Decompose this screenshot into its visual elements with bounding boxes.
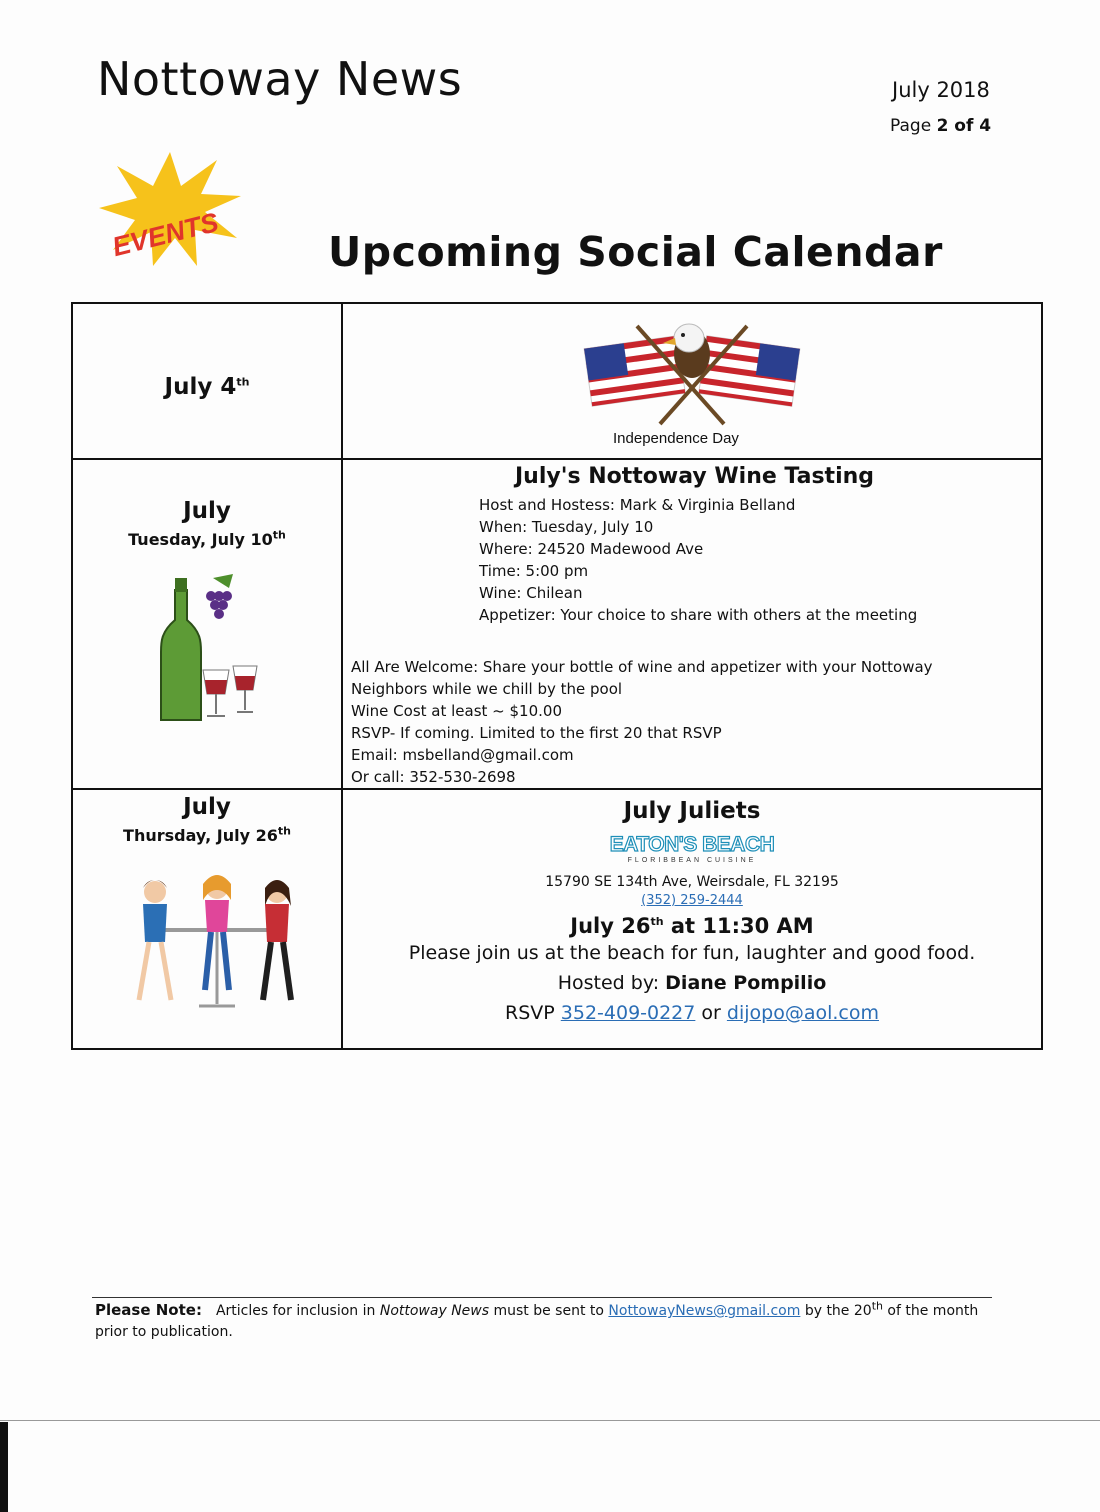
note-line: Or call: 352-530-2698: [351, 768, 516, 786]
date-cell: [72, 789, 342, 1049]
detail-line: When: Tuesday, July 10: [479, 518, 654, 536]
event-invite: Please join us at the beach for fun, laughter and good food.: [408, 942, 976, 964]
event-time: July 26th at 11:30 AM: [570, 914, 814, 938]
event-date: Tuesday, July 10th: [128, 528, 286, 549]
eatons-beach-logo: [343, 834, 1041, 864]
footer-divider: [92, 1297, 992, 1298]
event-title: July Juliets: [623, 798, 761, 824]
event-date: July 4th: [164, 374, 250, 400]
footer-note: Please Note: Articles for inclusion in Nottoway News must be sent to NottowayNews@gmail.com by the 20th of the month prior to publication.: [95, 1299, 979, 1340]
detail-line: Appetizer: Your choice to share with others at the meeting: [479, 606, 918, 624]
event-date: Thursday, July 26th: [123, 824, 291, 845]
rsvp-phone-link[interactable]: 352-409-0227: [560, 1002, 696, 1024]
page-bottom-rule: [0, 1420, 1100, 1421]
wine-bottle-icon: [153, 570, 263, 730]
ladies-lunch-icon: [125, 870, 309, 1016]
footer-label: Please Note:: [95, 1301, 202, 1319]
page-indicator: [890, 116, 991, 136]
events-starburst-icon: [95, 150, 245, 268]
detail-line: Where: 24520 Madewood Ave: [479, 540, 704, 558]
newsletter-email-link[interactable]: NottowayNews@gmail.com: [608, 1303, 801, 1319]
events-badge-text: EVENTS: [109, 206, 222, 263]
venue-phone-link[interactable]: (352) 259-2444: [641, 893, 743, 908]
note-line: Neighbors while we chill by the pool: [351, 680, 623, 698]
publication-name: Nottoway News: [379, 1303, 490, 1319]
event-details: [479, 494, 917, 626]
detail-line: Host and Hostess: Mark & Virginia Belland: [479, 496, 796, 514]
detail-line: Time: 5:00 pm: [479, 562, 589, 580]
date-cell: [72, 459, 342, 789]
note-line: Email: msbelland@gmail.com: [351, 746, 574, 764]
rsvp-email-link[interactable]: dijopo@aol.com: [726, 1002, 879, 1024]
venue-tagline: FLORIBBEAN CUISINE: [627, 857, 757, 864]
date-cell: [72, 303, 342, 459]
calendar-row: [72, 303, 1042, 459]
page-number: 2 of 4: [936, 116, 992, 136]
event-month: July: [183, 794, 231, 820]
venue-logo-text: EATON'S BEACH: [609, 833, 775, 856]
venue-address: 15790 SE 134th Ave, Weirsdale, FL 32195: [545, 874, 839, 890]
detail-line: Wine: Chilean: [479, 584, 583, 602]
independence-day-flags-icon: [579, 316, 805, 426]
issue-date: July 2018: [892, 78, 990, 102]
scan-edge: [0, 1422, 8, 1512]
independence-day-caption: Independence Day: [613, 430, 739, 447]
event-cell: [342, 303, 1042, 459]
event-cell: [342, 459, 1042, 789]
event-notes: [351, 656, 933, 788]
social-calendar-table: [71, 302, 1043, 1050]
calendar-row: [72, 459, 1042, 789]
masthead: Nottoway News: [97, 52, 463, 106]
event-month: July: [183, 498, 231, 524]
calendar-row: [72, 789, 1042, 1049]
event-title: July's Nottoway Wine Tasting: [515, 464, 875, 489]
note-line: All Are Welcome: Share your bottle of wine and appetizer with your Nottoway: [351, 658, 933, 676]
event-host: Hosted by: Diane Pompilio: [557, 972, 827, 994]
note-line: Wine Cost at least ~ $10.00: [351, 702, 563, 720]
section-title: Upcoming Social Calendar: [328, 228, 943, 276]
event-cell: [342, 789, 1042, 1049]
note-line: RSVP- If coming. Limited to the first 20 that RSVP: [351, 724, 722, 742]
event-rsvp: RSVP 352-409-0227 or dijopo@aol.com: [505, 1002, 879, 1024]
page-label: Page: [890, 116, 932, 136]
